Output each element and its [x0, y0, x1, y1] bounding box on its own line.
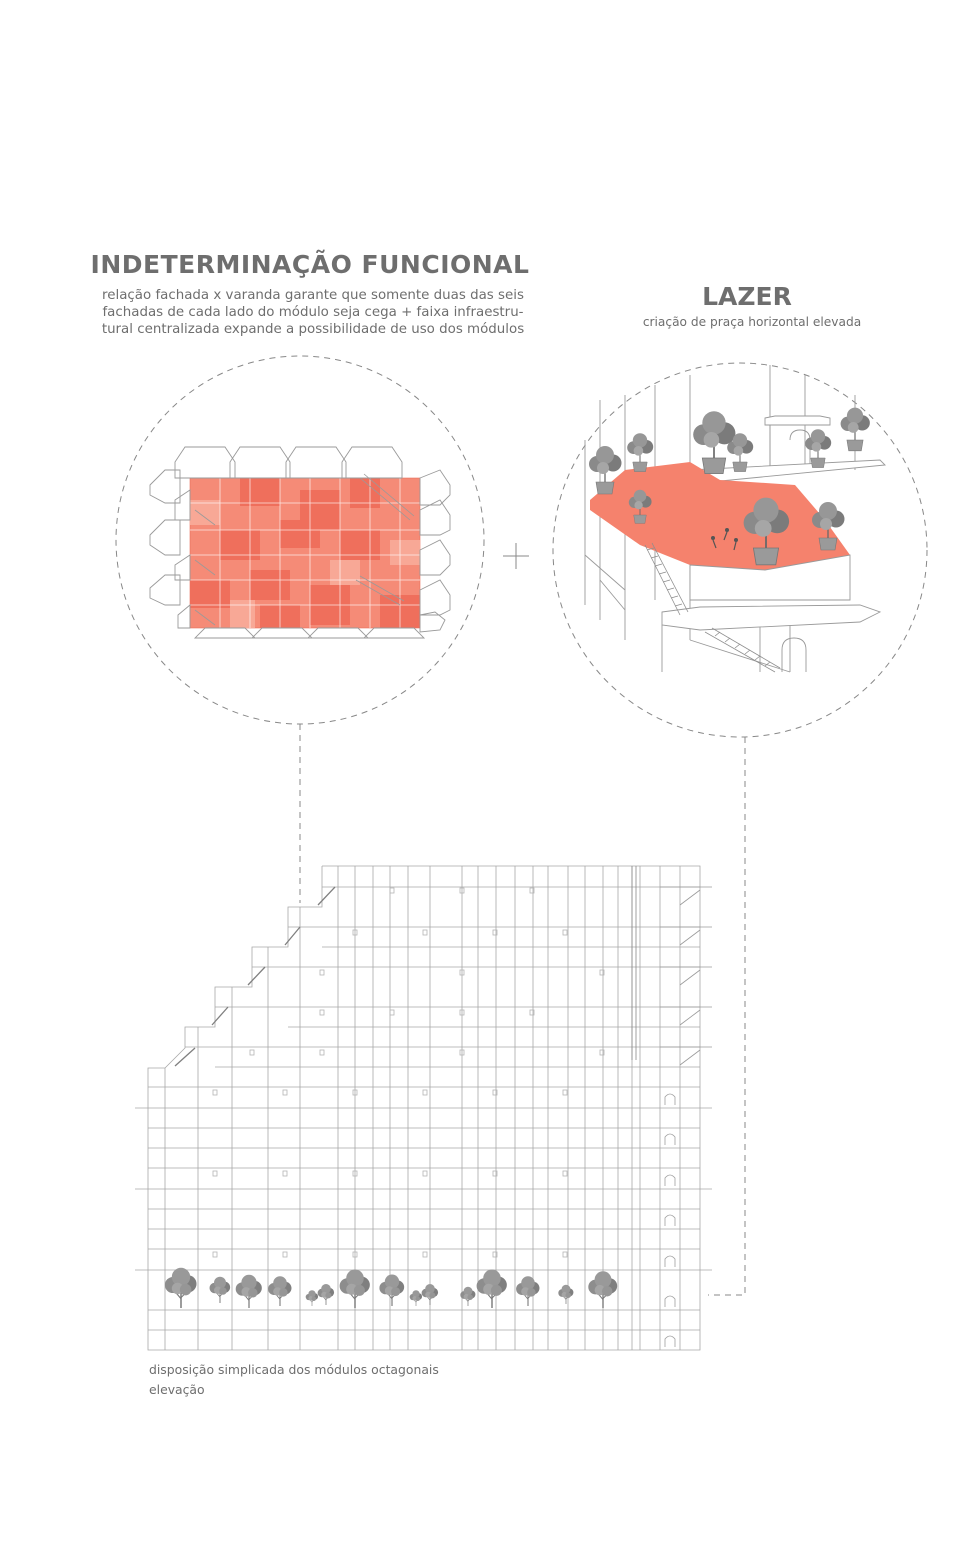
indeterminacao-description-line-1: relação fachada x varanda garante que somente duas das seis [102, 288, 524, 303]
indeterminacao-description-line-3: tural centralizada expande a possibilidade de uso dos módulos [101, 322, 525, 337]
indeterminacao-title: INDETERMINAÇÃO FUNCIONAL [90, 250, 530, 279]
right-connector-line [708, 737, 745, 1295]
lazer-description: criação de praça horizontal elevada [642, 315, 862, 329]
elevation-trees [165, 1268, 617, 1308]
plus-icon [503, 543, 529, 569]
plaza-illustration [585, 365, 885, 672]
elevation-caption: disposição simplicada dos módulos octagonais [149, 1362, 439, 1377]
module-plan-diagram [150, 447, 450, 638]
elevation-caption-subtitle: elevação [149, 1382, 205, 1397]
indeterminacao-description-line-2: fachadas de cada lado do módulo seja cega + faixa infraestru- [102, 305, 524, 320]
lazer-title: LAZER [702, 282, 792, 311]
